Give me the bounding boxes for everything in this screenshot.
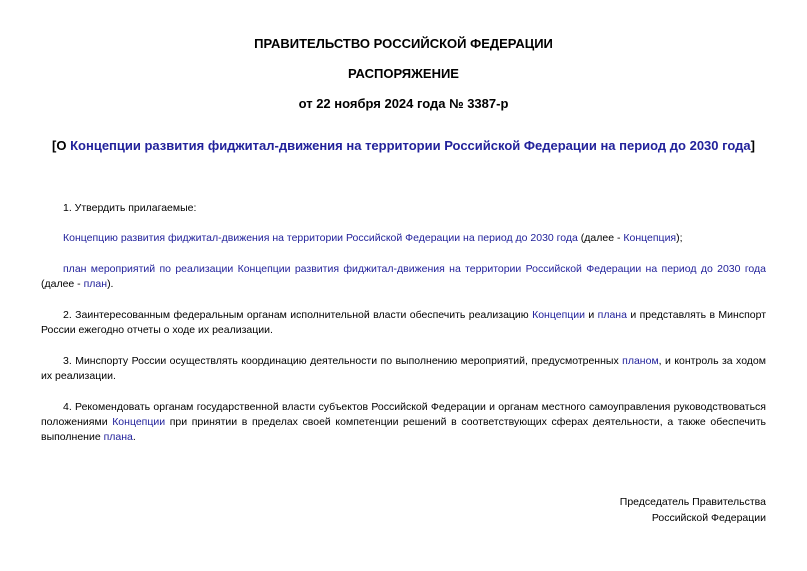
paragraph-2-concept-link[interactable]: Концепции bbox=[532, 309, 585, 321]
signature-block bbox=[620, 494, 766, 526]
paragraph-4-text-2: при принятии в пределах своей компетенции решений в соответствующих сферах деятельности, а также обеспечить выполнение bbox=[41, 416, 766, 443]
paragraph-2-text-2: и bbox=[585, 309, 598, 321]
plan-item-text-2: ). bbox=[107, 278, 114, 290]
concept-item-text-2: ); bbox=[676, 232, 683, 244]
document-type-heading: РАСПОРЯЖЕНИЕ bbox=[348, 66, 459, 81]
signature-title-line-2: Российской Федерации bbox=[651, 512, 766, 524]
paragraph-plan-item bbox=[41, 262, 766, 292]
paragraph-2-text-1: 2. Заинтересованным федеральным органам исполнительной власти обеспечить реализацию bbox=[63, 309, 533, 321]
paragraph-2-plan-link[interactable]: плана bbox=[597, 309, 627, 321]
issuer-heading: ПРАВИТЕЛЬСТВО РОССИЙСКОЙ ФЕДЕРАЦИИ bbox=[254, 36, 553, 51]
plan-full-link[interactable]: план мероприятий по реализации Концепции развития фиджитал-движения на территории Российской Федерации на период до 2030 года bbox=[63, 263, 766, 275]
paragraph-4-text-3: . bbox=[132, 431, 136, 443]
plan-short-link[interactable]: план bbox=[83, 278, 108, 290]
document-title bbox=[30, 138, 777, 154]
paragraph-3-text-1: 3. Минспорту России осуществлять координацию деятельности по выполнению мероприятий, предусмотренных bbox=[63, 355, 623, 367]
paragraph-1-text: 1. Утвердить прилагаемые: bbox=[63, 202, 197, 214]
signature-title-line-1: Председатель Правительства bbox=[619, 496, 766, 508]
concept-full-link[interactable]: Концепцию развития фиджитал-движения на территории Российской Федерации на период до 2030 года bbox=[63, 232, 578, 244]
paragraph-4-text-1: 4. Рекомендовать органам государственной власти субъектов Российской Федерации и органам местного самоуправления руководствоваться положениями bbox=[41, 401, 766, 428]
paragraph-4 bbox=[41, 400, 766, 445]
title-close-bracket: ] bbox=[750, 138, 755, 153]
title-concept-link[interactable]: Концепции развития фиджитал-движения на территории Российской Федерации на период до 2030 года bbox=[70, 138, 751, 153]
paragraph-1 bbox=[41, 201, 766, 216]
paragraph-4-concept-link[interactable]: Концепции bbox=[112, 416, 166, 428]
paragraph-concept-item bbox=[41, 231, 766, 246]
paragraph-4-plan-link[interactable]: плана bbox=[103, 431, 133, 443]
paragraph-3 bbox=[41, 354, 766, 384]
paragraph-2 bbox=[41, 308, 766, 338]
plan-item-text-1: (далее - bbox=[41, 278, 84, 290]
document-date-number: от 22 ноября 2024 года № 3387-р bbox=[298, 96, 509, 111]
concept-item-text-1: (далее - bbox=[577, 232, 624, 244]
paragraph-3-text-2: , и контроль за ходом их реализации. bbox=[41, 355, 766, 382]
paragraph-3-plan-link[interactable]: планом bbox=[622, 355, 659, 367]
paragraph-2-text-3: и представлять в Минспорт России ежегодно отчеты о ходе их реализации. bbox=[41, 309, 767, 336]
concept-short-link[interactable]: Концепция bbox=[623, 232, 677, 244]
title-open-bracket: [О bbox=[52, 138, 71, 153]
